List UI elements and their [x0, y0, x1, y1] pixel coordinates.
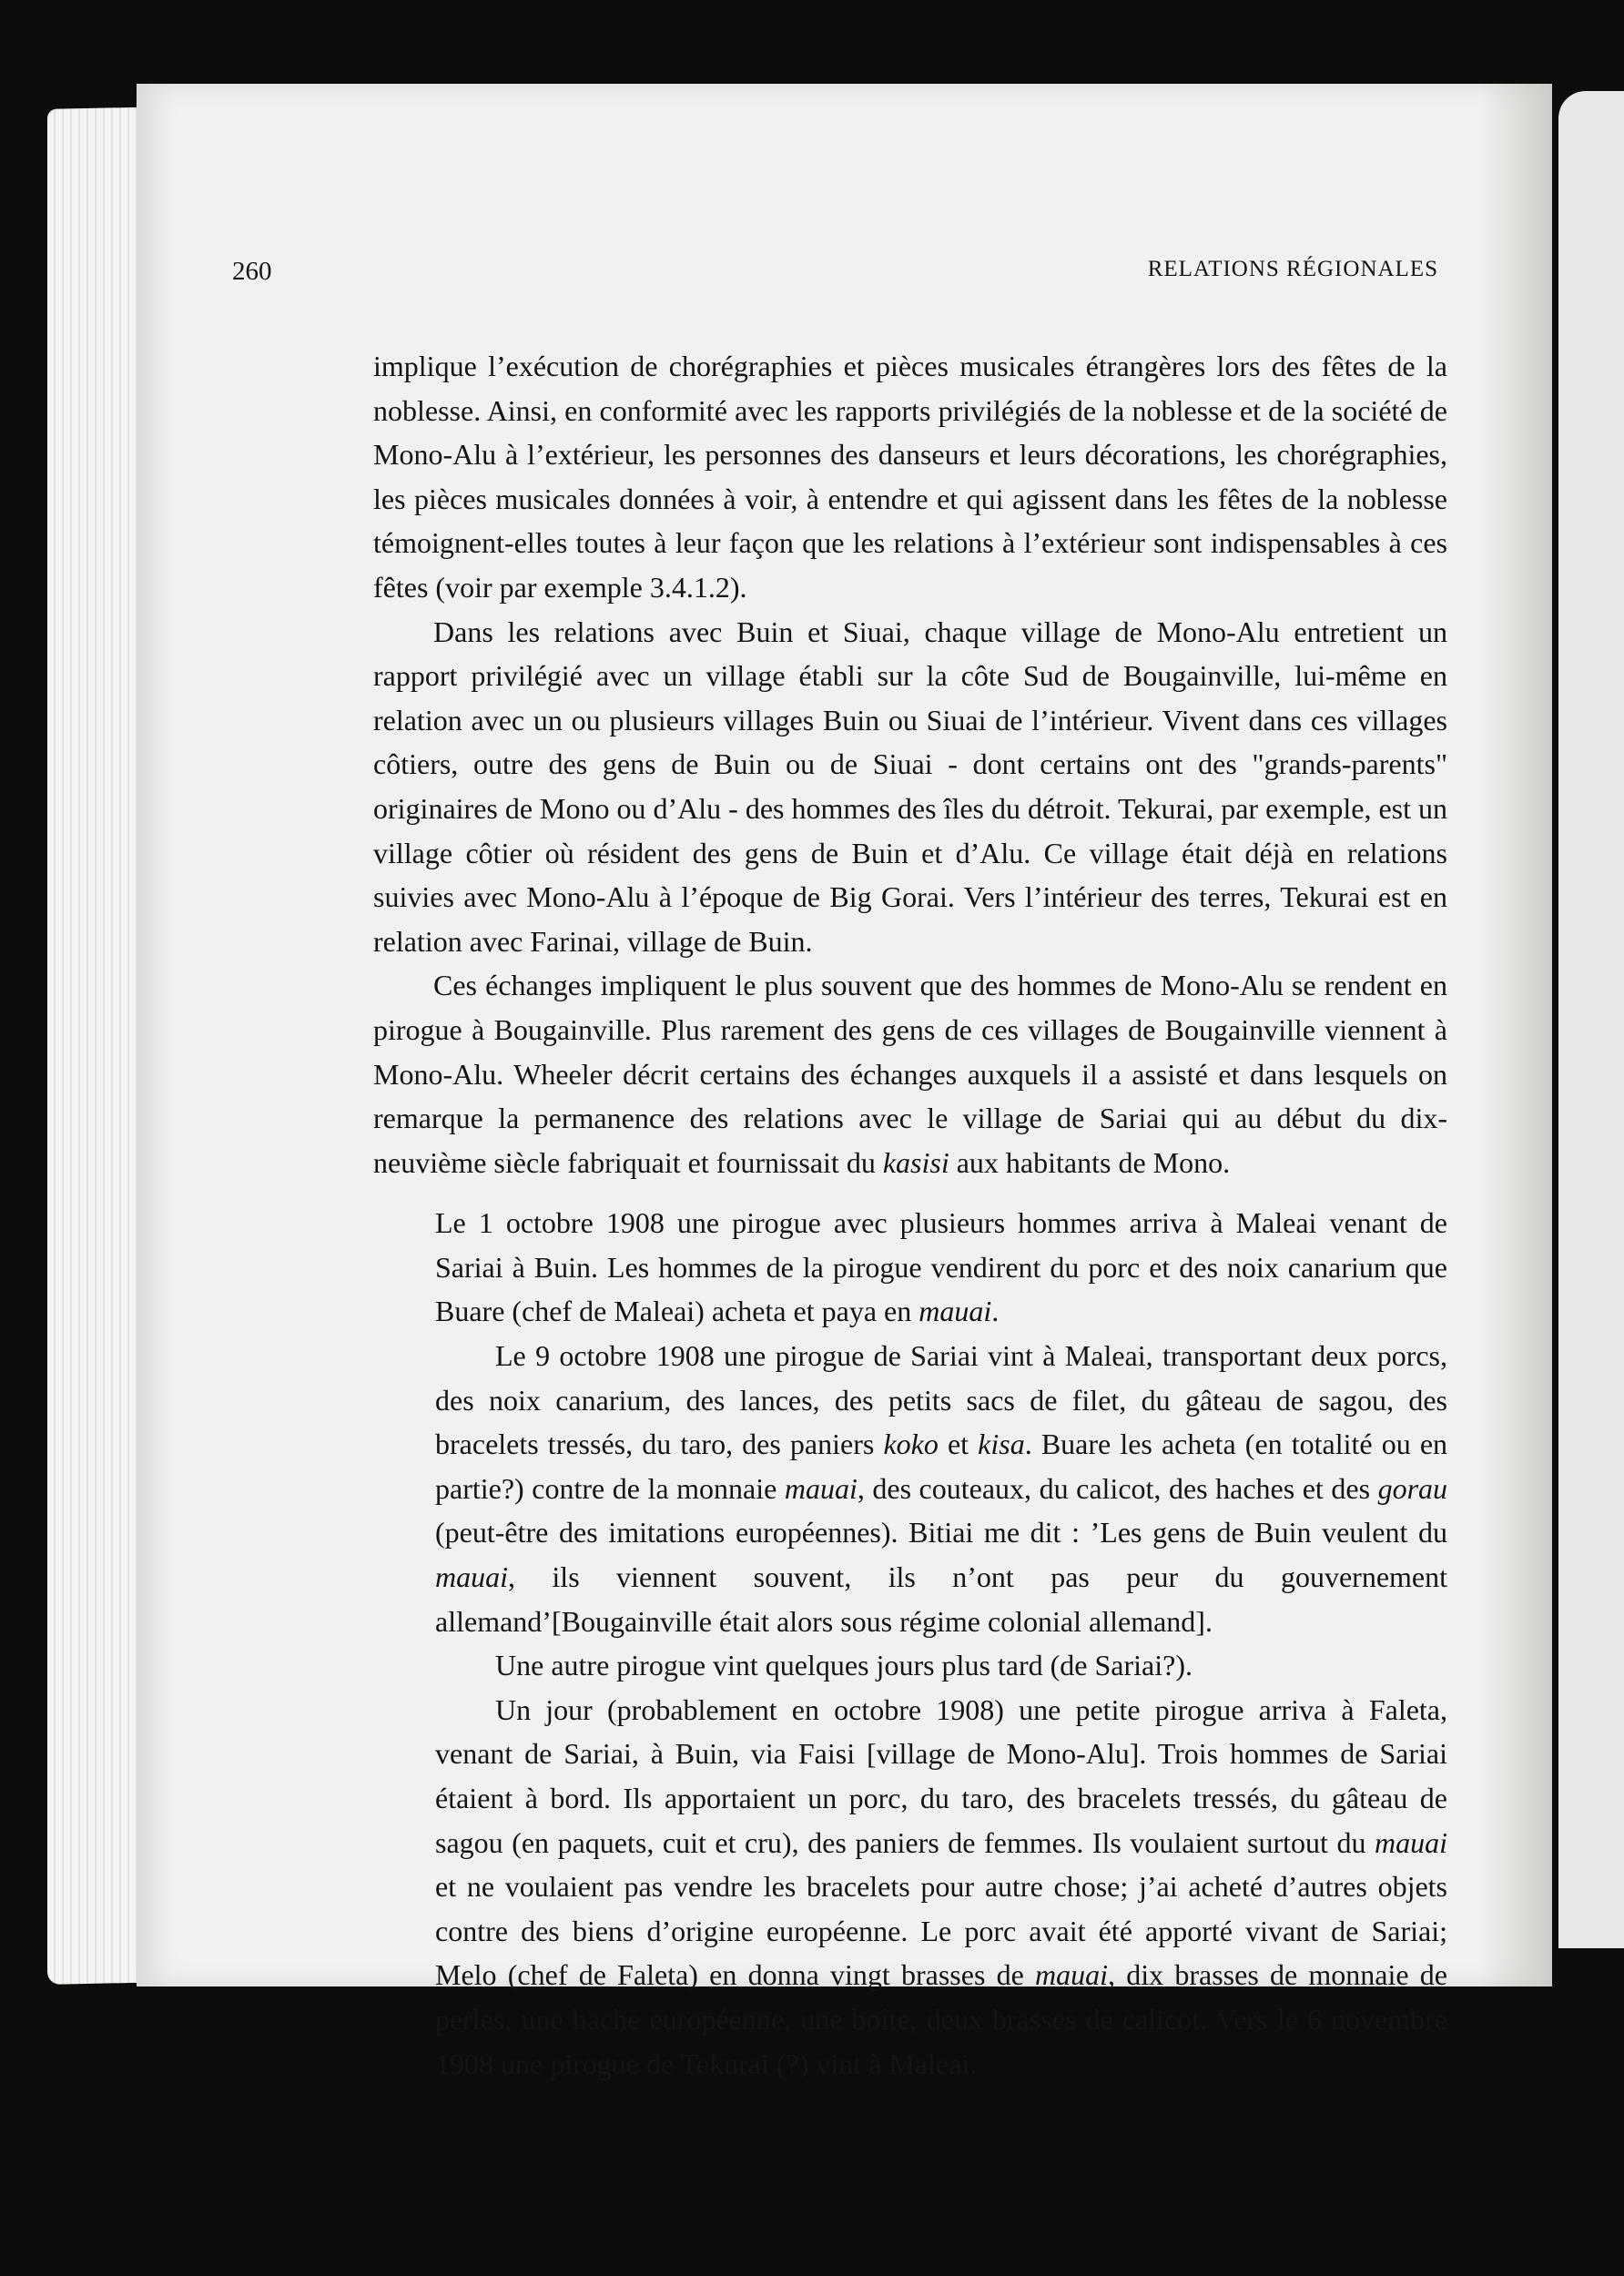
term-mauai: mauai: [919, 1295, 992, 1328]
term-mauai: mauai: [1375, 1825, 1447, 1859]
paragraph-2: Dans les relations avec Buin et Siuai, chaque village de Mono-Alu entretient un rapport privilégié avec un village établi sur la côte Sud de Bougainville, lui-même en relation avec un ou plusieurs villages Buin ou Siuai de l’intérieur. Vivent dans ces villages côtiers, outre des gens de Buin ou de Siuai - dont certains ont des "grands-parents" originaires de Mono ou d’Alu - des hommes des îles du détroit. Tekurai, par exemple, est un village côtier où résident des gens de Buin et d’Alu. Ce village était déjà en relations suivies avec Mono-Alu à l’époque de Big Gorai. Vers l’intérieur des terres, Tekurai est en relation avec Farinai, village de Buin.: [373, 615, 1448, 958]
quote-2-text-e: , ils viennent souvent, ils n’ont pas peur du gouvernement allemand’[Bougainville était alors sous régime colonial allemand].: [435, 1560, 1447, 1638]
term-kasisi: kasisi: [882, 1145, 949, 1179]
quote-2-text-et: et: [938, 1428, 979, 1461]
next-page-edge: [1558, 91, 1624, 1948]
quote-4-text-b: et ne voulaient pas vendre les bracelets pour autre chose; j’ai acheté d’autres objets contre des biens d’origine européenne. Le porc avait été apporté vivant de Sariai; Melo (chef de Faleta) en donna vingt brasses de: [435, 1870, 1447, 1992]
quote-1-text-b: .: [991, 1295, 1000, 1328]
page-gutter-shadow: [1479, 84, 1552, 1986]
body-text: [373, 344, 1447, 2086]
paragraph-3-text-a: Ces échanges impliquent le plus souvent que des hommes de Mono-Alu se rendent en pirogue à Bougainville. Plus rarement des gens de ces villages de Bougainville viennent à Mono-Alu. Wheeler décrit certains des échanges auxquels il a assisté et dans lesquels on remarque la permanence des relations avec le village de Sariai qui au début du dix-neuvième siècle fabriquait et fournissait du: [373, 969, 1447, 1179]
paragraph-1: implique l’exécution de chorégraphies et pièces musicales étrangères lors des fêtes de la noblesse. Ainsi, en conformité avec les rapports privilégiés de la noblesse et de la société de Mono-Alu à l’extérieur, les personnes des danseurs et leurs décorations, les chorégraphies, les pièces musicales données à voir, à entendre et qui agissent dans les fêtes de la noblesse témoignent-elles toutes à leur façon que les relations à l’extérieur sont indispensables à ces fêtes (voir par exemple 3.4.1.2).: [373, 350, 1447, 604]
paragraph-3-text-b: aux habitants de Mono.: [949, 1145, 1231, 1179]
term-gorau: gorau: [1377, 1471, 1448, 1505]
term-mauai: mauai: [435, 1560, 508, 1594]
quote-4-text-a: Un jour (probablement en octobre 1908) une petite pirogue arriva à Faleta, venant de Sariai, à Buin, via Faisi [village de Mono-Alu]. Trois hommes de Sariai étaient à bord. Ils apportaient un porc, du taro, des bracelets tressés, du gâteau de sagou (en paquets, cuit et cru), des paniers de femmes. Ils voulaient surtout du: [435, 1692, 1447, 1859]
term-kisa: kisa: [978, 1428, 1025, 1461]
quote-4-text-c: , dix brasses de monnaie de perles, une hache européenne, une boîte, deux brasses de calicot. Vers le 6 novembre 1908 une pirogue de Tekurai (?) vint à Maleai.: [435, 1958, 1448, 2080]
quote-paragraph-1: [373, 1201, 1447, 1334]
quote-2-text-d: (peut-être des imitations européennes). Bitiai me dit : ’Les gens de Buin veulent du: [435, 1516, 1447, 1550]
quote-2-text-b: . Buare les acheta (en totalité ou en partie?) contre de la monnaie: [435, 1428, 1448, 1505]
page-header: [232, 257, 1438, 293]
quote-paragraph-4: [373, 1688, 1447, 2086]
quote-paragraph-3: Une autre pirogue vint quelques jours plus tard (de Sariai?).: [495, 1649, 1193, 1682]
running-head: RELATIONS RÉGIONALES: [1147, 257, 1438, 281]
term-mauai: mauai: [1035, 1958, 1109, 1992]
paragraph-3: [373, 963, 1447, 1184]
term-koko: koko: [883, 1428, 939, 1461]
term-mauai: mauai: [784, 1471, 858, 1505]
quote-2-text-a: Le 9 octobre 1908 une pirogue de Sariai vint à Maleai, transportant deux porcs, des noix canarium, des lances, des petits sacs de filet, du gâteau de sagou, des bracelets tressés, du taro, des paniers: [435, 1339, 1447, 1461]
page-number: 260: [232, 257, 272, 286]
quote-paragraph-2: [373, 1334, 1447, 1643]
quote-2-text-c: , des couteaux, du calicot, des haches et des: [857, 1471, 1378, 1505]
quote-1-text-a: Le 1 octobre 1908 une pirogue avec plusieurs hommes arriva à Maleai venant de Sariai à Buin. Les hommes de la pirogue vendirent du porc et des noix canarium que Buare (chef de Maleai) acheta et paya en: [435, 1206, 1447, 1328]
